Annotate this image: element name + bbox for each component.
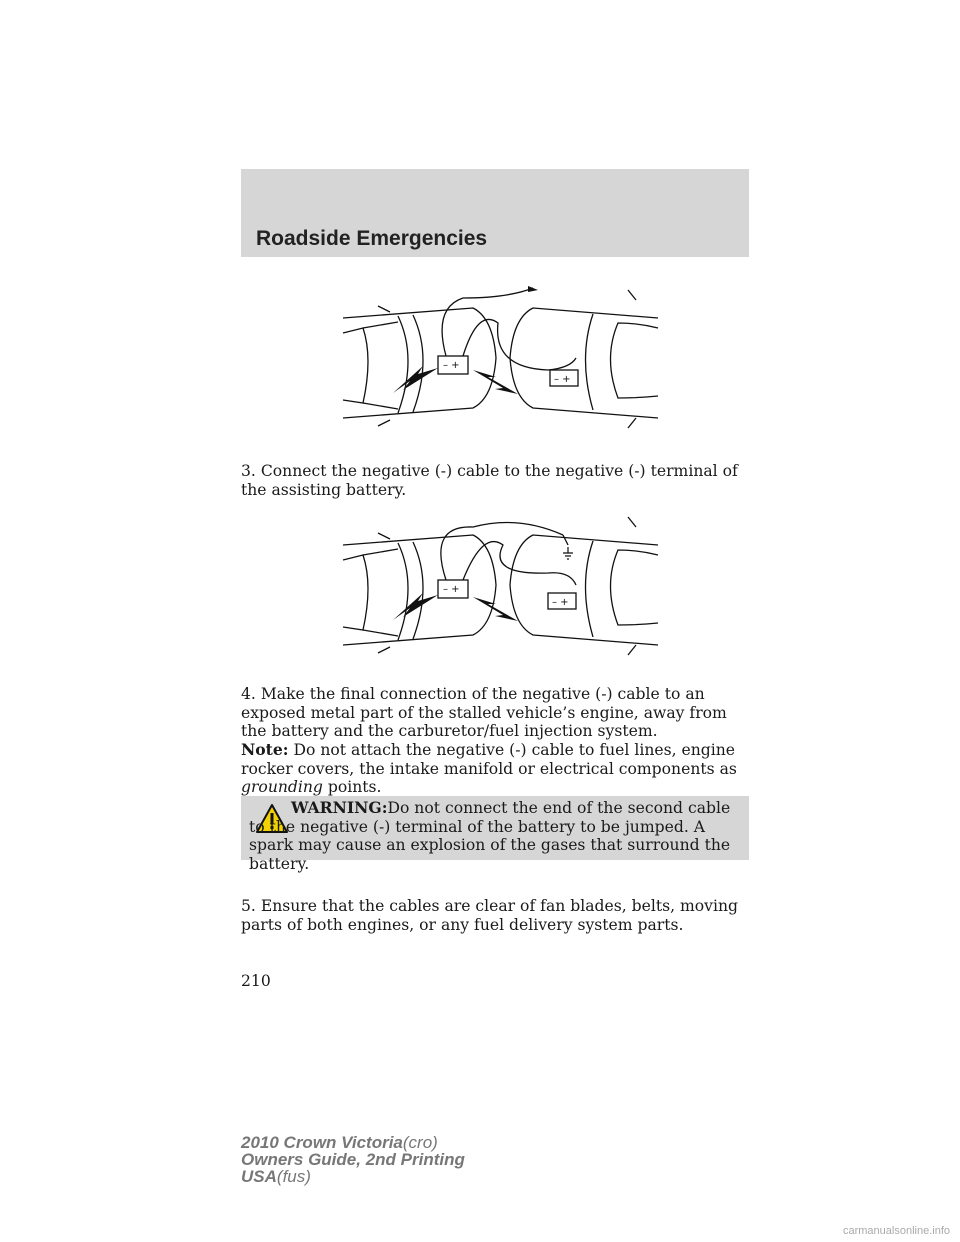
note-label: Note: [241, 740, 289, 759]
step-3-text: 3. Connect the negative (-) cable to the negative (-) terminal of the assisting battery. [241, 462, 738, 499]
footer-model-code: (cro) [402, 1133, 438, 1152]
battery-right-label-2: – + [552, 597, 569, 608]
note-paragraph [241, 741, 749, 797]
battery-right-label: – + [554, 374, 571, 385]
footer-market: USA [241, 1167, 277, 1186]
section-header-band [241, 169, 749, 257]
warning-box [241, 796, 749, 873]
note-text-after: points. [327, 778, 382, 796]
note-italic-word: grounding [241, 778, 323, 796]
page-number: 210 [241, 972, 271, 990]
battery-left-label-2: – + [443, 584, 460, 595]
watermark: carmanualsonline.info [842, 1225, 950, 1237]
cars-battery-ground-illustration [338, 505, 668, 665]
warning-body: Do not connect the end of the second cable to the negative (-) terminal of the battery to be jumped. A spark may cause an explosion of the gases that surround the battery. [249, 799, 731, 873]
section-title: Roadside Emergencies [256, 227, 488, 250]
cars-battery-illustration [338, 278, 668, 438]
note-text-before: Do not attach the negative (-) cable to fuel lines, engine rocker covers, the intake manifold or electrical components as [241, 741, 737, 778]
footer-model: 2010 Crown Victoria [241, 1133, 403, 1152]
warning-label: WARNING: [291, 798, 388, 817]
step-5-text: 5. Ensure that the cables are clear of fan blades, belts, moving parts of both engines, or any fuel delivery system parts. [241, 897, 739, 934]
step-4-text: 4. Make the final connection of the negative (-) cable to an exposed metal part of the stalled vehicle’s engine, away from the battery and the carburetor/fuel injection system. [241, 685, 727, 740]
jump-start-diagram-step3 [338, 505, 668, 665]
document-footer [241, 1134, 465, 1185]
warning-text [249, 799, 737, 873]
footer-edition: Owners Guide, 2nd Printing [241, 1150, 465, 1169]
battery-left-label: – + [443, 360, 460, 371]
jump-start-diagram-step2 [338, 278, 668, 438]
footer-market-code: (fus) [276, 1167, 311, 1186]
